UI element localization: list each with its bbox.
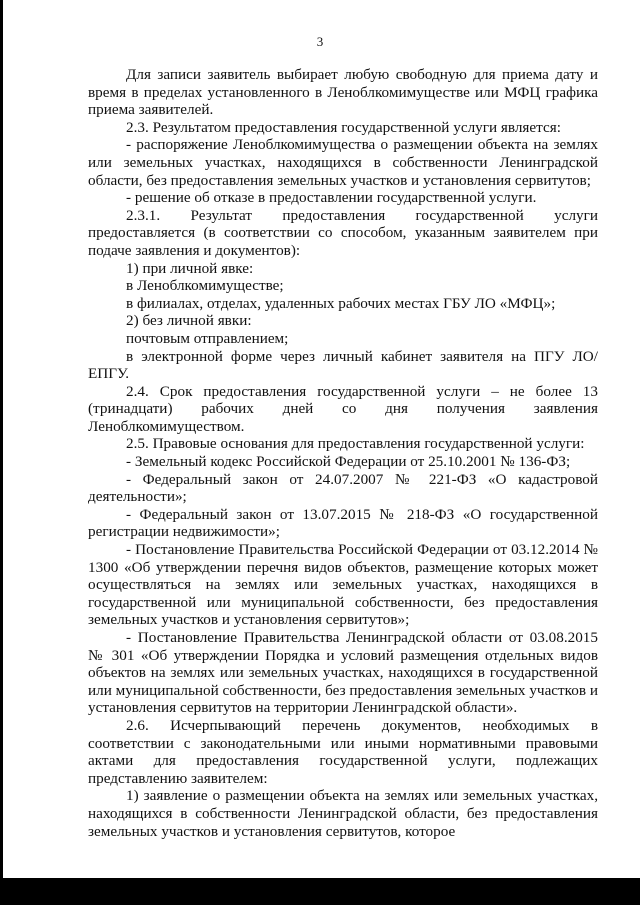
list-item: 1) заявление о размещении объекта на землях или земельных участках, находящихся в собственности Ленинградской области, без предоставления земельных участков и установления сервитутов, которое	[88, 787, 598, 840]
scan-left-edge	[0, 0, 3, 905]
section-2-3-1: 2.3.1. Результат предоставления государственной услуги предоставляется (в соответствии со способом, указанным заявителем при подаче заявления и документов):	[88, 206, 598, 259]
section-2-4: 2.4. Срок предоставления государственной услуги – не более 13 (тринадцати) рабочих дней со дня получения заявления Леноблкомимуществом.	[88, 382, 598, 435]
page-number: 3	[316, 34, 324, 49]
legal-basis-item: - Федеральный закон от 13.07.2015 № 218-ФЗ «О государственной регистрации недвижимости»;	[88, 505, 598, 541]
legal-basis-item: - Постановление Правительства Российской Федерации от 03.12.2014 № 1300 «Об утверждении перечня видов объектов, размещение которых может осуществляться на землях или земельных участках, находящихся в государственной или муниципальной собственности, без предоставления земельных участков и установления сервитутов»;	[88, 541, 598, 629]
list-item: почтовым отправлением;	[126, 329, 289, 347]
list-item: - решение об отказе в предоставлении государственной услуги.	[126, 189, 537, 207]
legal-basis-item: - Постановление Правительства Ленинградской области от 03.08.2015 № 301 «Об утверждении Порядка и условий размещения отдельных видов объектов на землях или земельных участках, находящихся в государственной или муниципальной собственности, без предоставления земельных участков и установления сервитутов на территории Ленинградской области».	[88, 629, 598, 717]
paragraph: Для записи заявитель выбирает любую свободную для приема дату и время в пределах установленного в Леноблкомимуществе или МФЦ графика приема заявителей.	[88, 66, 598, 119]
list-item: в Леноблкомимуществе;	[126, 277, 284, 295]
legal-basis-item: - Федеральный закон от 24.07.2007 № 221-ФЗ «О кадастровой деятельности»;	[88, 470, 598, 506]
list-item: в филиалах, отделах, удаленных рабочих местах ГБУ ЛО «МФЦ»;	[126, 294, 556, 312]
document-body	[88, 66, 598, 840]
section-2-6: 2.6. Исчерпывающий перечень документов, необходимых в соответствии с законодательными или иными нормативными правовыми актами для предоставления государственной услуги, подлежащих представлению заявителем:	[88, 716, 598, 787]
list-item: 2) без личной явки:	[126, 312, 252, 330]
list-item: в электронной форме через личный кабинет заявителя на ПГУ ЛО/ЕПГУ.	[88, 347, 598, 383]
section-2-5: 2.5. Правовые основания для предоставления государственной услуги:	[126, 435, 585, 453]
scan-bottom-edge	[0, 878, 640, 905]
list-item: 1) при личной явке:	[126, 259, 254, 277]
list-item: - распоряжение Леноблкомимущества о размещении объекта на землях или земельных участках, находящихся в собственности Ленинградской области, без предоставления земельных участков и установления сервитутов;	[88, 136, 598, 189]
legal-basis-item: - Земельный кодекс Российской Федерации от 25.10.2001 № 136-ФЗ;	[126, 453, 571, 471]
section-heading-2-3: 2.3. Результатом предоставления государственной услуги является:	[126, 118, 561, 136]
